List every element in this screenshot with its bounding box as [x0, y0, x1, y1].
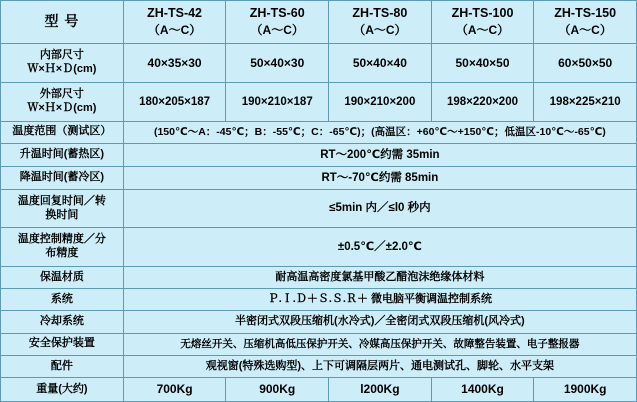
row-label-line1: 温度回复时间／转: [17, 194, 106, 207]
cell-value: 1900Kg: [534, 378, 637, 402]
header-label-model: 型 号: [1, 1, 124, 44]
cell-value: 190×210×200: [329, 83, 432, 122]
cell-value: 198×225×210: [534, 83, 637, 122]
cell-value: 900Kg: [226, 378, 329, 402]
cell-value: 50×40×50: [431, 44, 534, 83]
model-range: （A～C）: [353, 23, 407, 38]
model-code: ZH-TS-150: [554, 6, 617, 21]
row-label-inner-dimension: [1, 44, 124, 83]
cell-value: 60×50×50: [534, 44, 637, 83]
row-label-heating-time: 升温时间(蓄热区): [1, 143, 124, 166]
row-label-recovery-time: [1, 189, 124, 228]
table-row-inner-dimension: [1, 44, 637, 83]
row-label-temperature-accuracy: [1, 228, 124, 267]
model-code: ZH-TS-100: [451, 6, 514, 21]
model-range: （A～C）: [455, 23, 510, 38]
table-row-cooling-time: [1, 166, 637, 189]
table-row-safety-devices: [1, 333, 637, 355]
table-row-accessories: [1, 355, 637, 377]
header-model-1: [123, 1, 226, 44]
row-label-outer-dimension: [1, 83, 124, 122]
table-row-temperature-accuracy: [1, 228, 637, 267]
model-code: ZH-TS-80: [352, 6, 408, 21]
table-row-outer-dimension: [1, 83, 637, 122]
cell-insulation-material: 耐高温高密度氯基甲酸乙醋泡沫绝缘体材料: [123, 266, 636, 288]
cell-value: 40×35×30: [123, 44, 226, 83]
cell-value: 50×40×40: [329, 44, 432, 83]
row-label-line1: 内部尺寸: [39, 49, 84, 62]
cell-system: Ｐ.Ｉ.Ｄ＋Ｓ.Ｓ.Ｒ＋ 微电脑平衡调温控制系统: [123, 289, 636, 311]
cell-value: 50×40×30: [226, 44, 329, 83]
model-range: （A～C）: [250, 23, 304, 38]
row-label-accessories: 配件: [1, 355, 124, 377]
header-model-5: [534, 1, 637, 44]
cell-cooling-time: RT～-70℃约需 85min: [123, 166, 636, 189]
cell-safety-devices: 无熔丝开关、压缩机高低压保护开关、冷媒高压保护开关、故障整告装置、电子整报器: [123, 333, 636, 355]
cell-value: 1400Kg: [431, 378, 534, 402]
model-code: ZH-TS-42: [147, 6, 203, 21]
model-range: （A～C）: [558, 23, 612, 38]
header-model-4: [431, 1, 534, 44]
model-range: （A～C）: [147, 23, 202, 38]
table-row-temperature-range: [1, 121, 637, 143]
cell-temperature-accuracy: ±0.5℃／±2.0℃: [123, 228, 636, 267]
row-label-line2: 换时间: [45, 208, 79, 221]
row-label-weight: 重量(大约): [1, 378, 124, 402]
row-label-cooling-system: 冷却系统: [1, 311, 124, 333]
row-label-system: 系统: [1, 289, 124, 311]
table-row-insulation-material: [1, 266, 637, 288]
table-row-weight: [1, 378, 637, 402]
cell-temperature-range: (150℃～A：-45℃；B：-55℃；C：-65℃)；(高温区：+60℃～+150℃；低温区-10℃～-65℃): [123, 121, 636, 143]
row-label-cooling-time: 降温时间(蓄冷区): [1, 166, 124, 189]
cell-value: 700Kg: [123, 378, 226, 402]
row-label-line2: Ｗ×Ｈ×Ｄ(cm): [27, 101, 97, 114]
cell-recovery-time: ≤5min 内／≤l0 秒内: [123, 189, 636, 228]
cell-heating-time: RT～200℃约需 35min: [123, 143, 636, 166]
cell-value: 198×220×200: [431, 83, 534, 122]
header-model-2: [226, 1, 329, 44]
row-label-line2: 布精度: [45, 247, 79, 260]
cell-value: 190×210×187: [226, 83, 329, 122]
table-row-heating-time: [1, 143, 637, 166]
model-code: ZH-TS-60: [249, 6, 305, 21]
row-label-insulation-material: 保温材质: [1, 266, 124, 288]
row-label-line1: 外部尺寸: [39, 88, 84, 101]
row-label-safety-devices: 安全保护装置: [1, 333, 124, 355]
table-row-system: [1, 289, 637, 311]
table-header-row: [1, 1, 637, 44]
row-label-temperature-range: 温度范围（测试区）: [1, 121, 124, 143]
cell-accessories: 观视窗(特殊选购型)、上下可调隔层两片、通电测试孔、脚轮、水平支架: [123, 355, 636, 377]
row-label-line2: Ｗ×Ｈ×Ｄ(cm): [27, 63, 97, 76]
header-model-3: [329, 1, 432, 44]
cell-value: 180×205×187: [123, 83, 226, 122]
cell-cooling-system: 半密闭式双段压缩机(水冷式)／全密闭式双段压缩机(风冷式): [123, 311, 636, 333]
row-label-line1: 温度控制精度／分: [17, 233, 106, 246]
table-row-recovery-time: [1, 189, 637, 228]
cell-value: l200Kg: [329, 378, 432, 402]
table-row-cooling-system: [1, 311, 637, 333]
